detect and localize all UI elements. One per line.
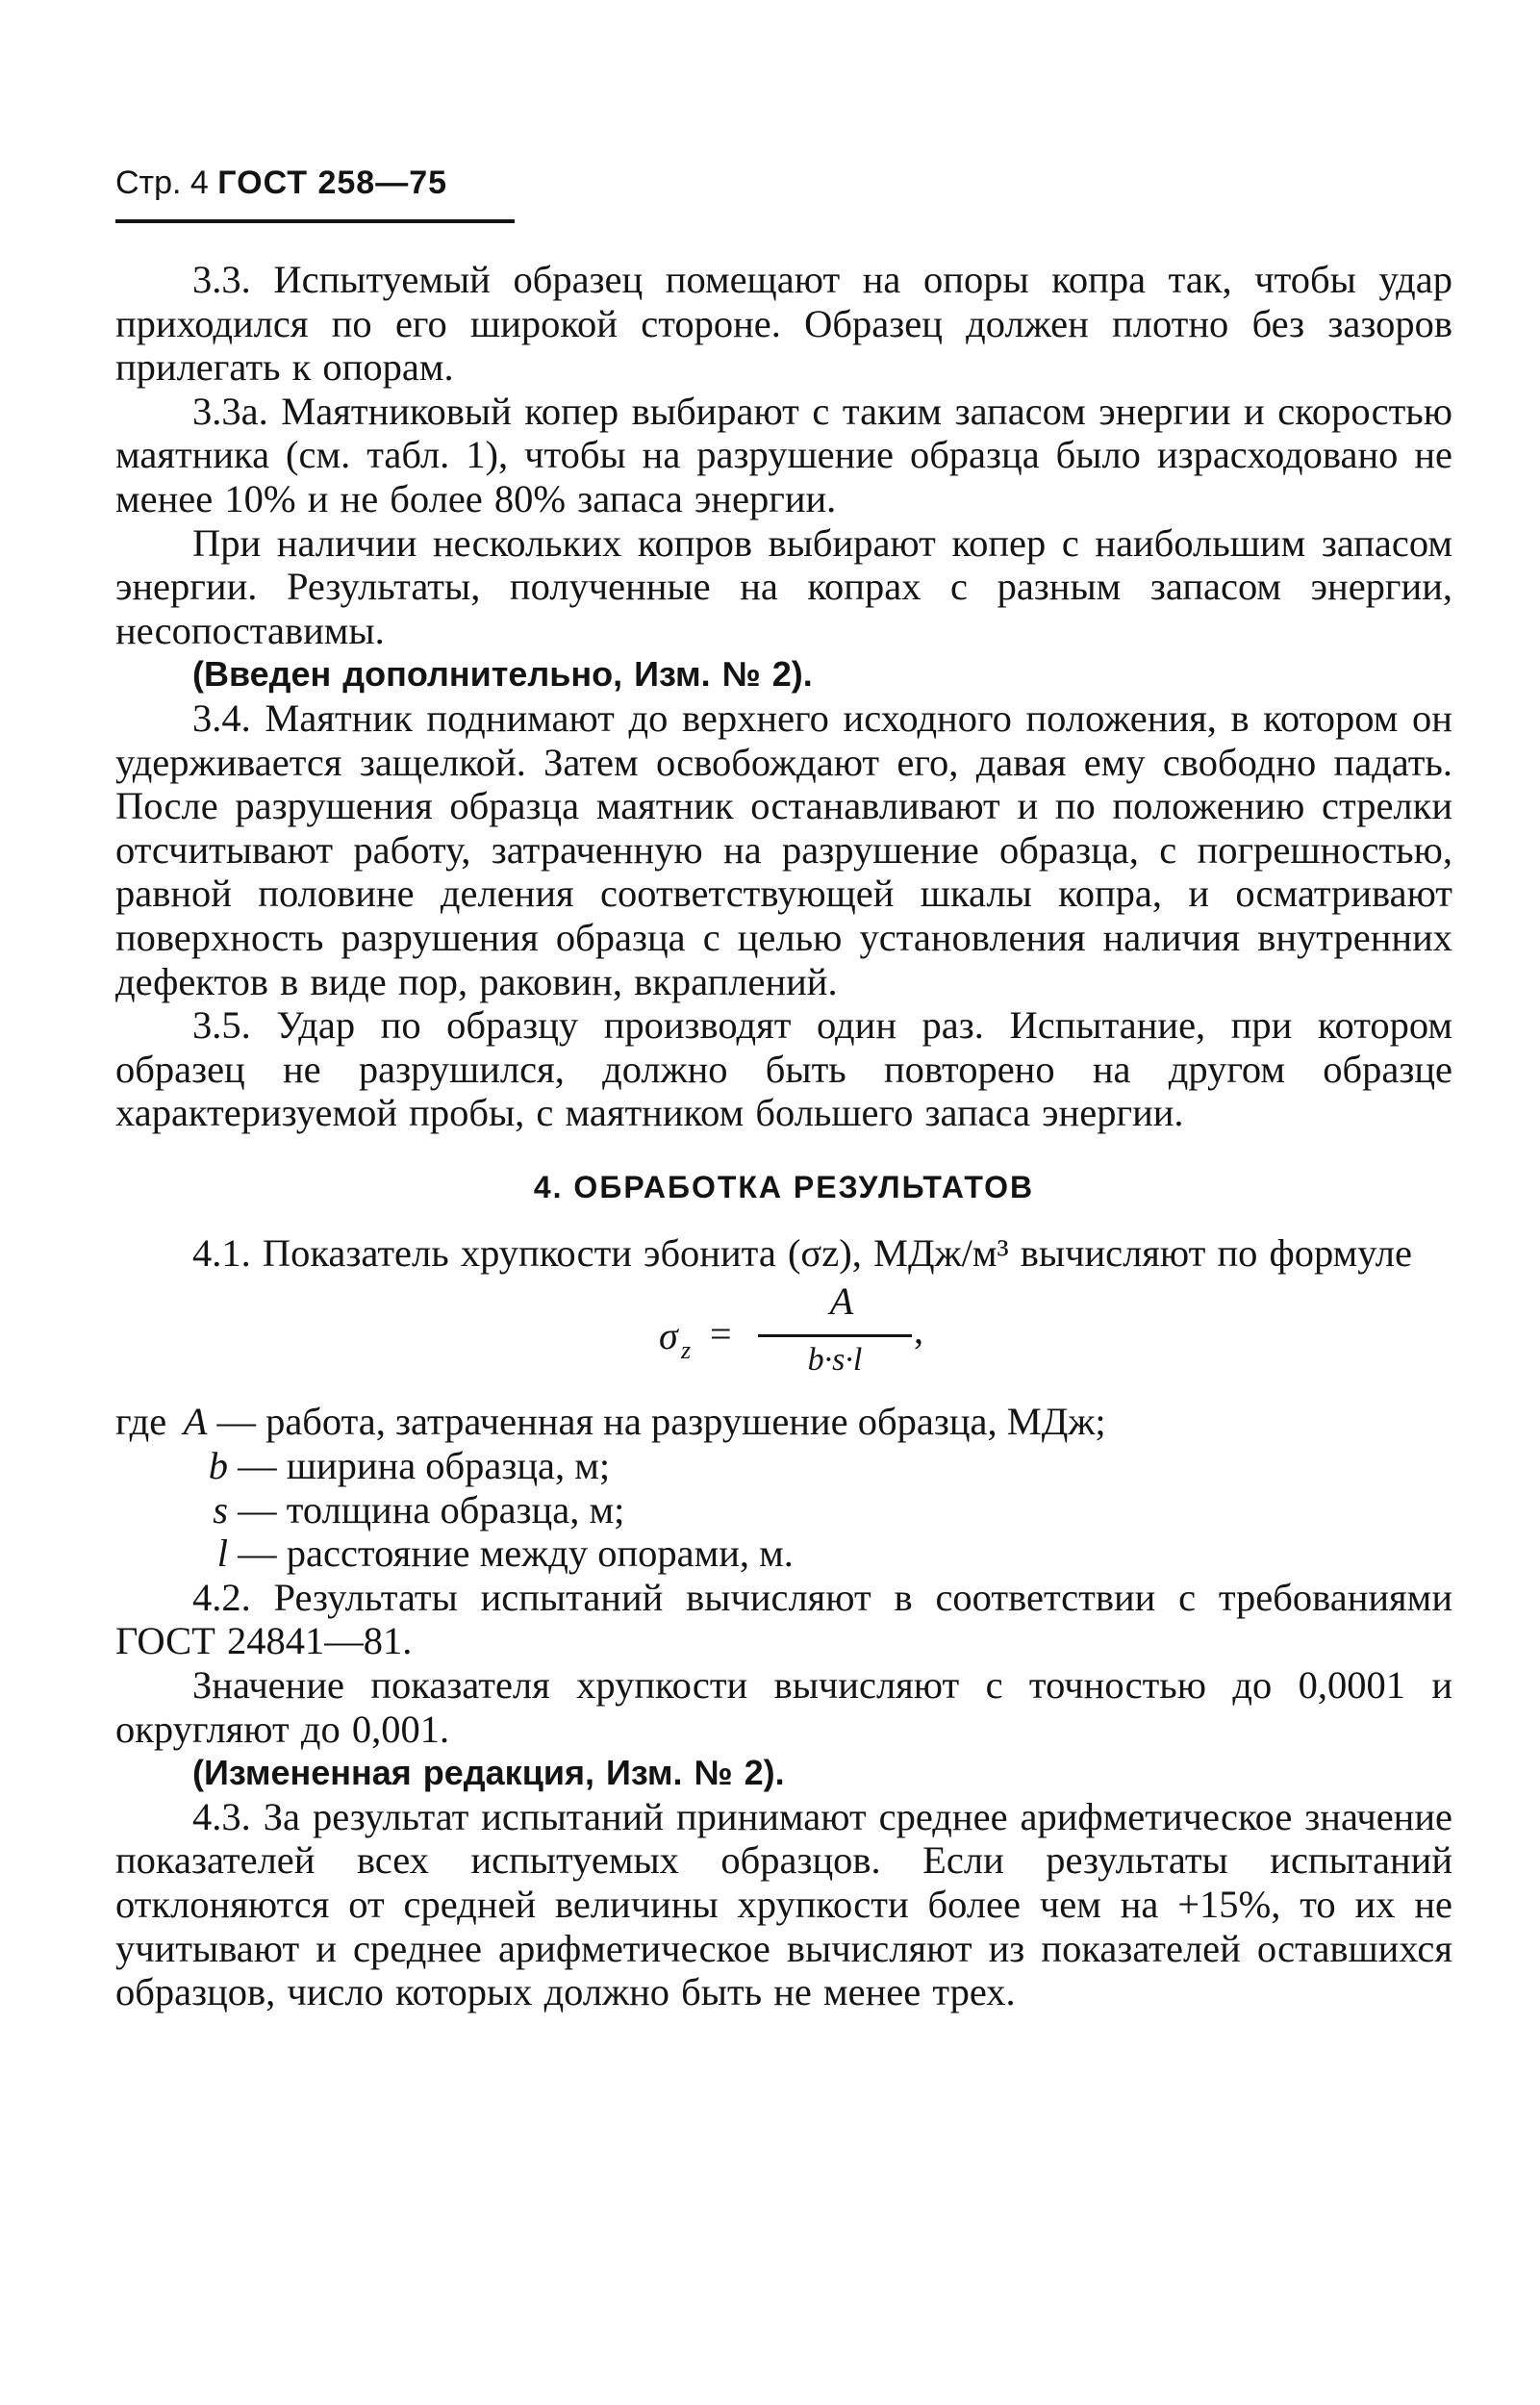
formula-denominator: b·s·l [807, 1342, 863, 1379]
formula-equals: = [710, 1312, 732, 1356]
paragraph-4-2-note: Значение показателя хрупкости вычисляют с точностью до 0,0001 и округляют до 0,001. [115, 1663, 1452, 1751]
definition-symbol: b [208, 1444, 228, 1488]
paragraph-3-5: 3.5. Удар по образцу производят один раз. Испытание, при котором образец не разрушился, должно быть повторено на другом образце характеризуемой пробы, с маятником большего запаса энергии. [115, 1003, 1452, 1135]
definition-symbol: A [183, 1400, 208, 1444]
section-4-title: 4. ОБРАБОТКА РЕЗУЛЬТАТОВ [533, 1169, 1035, 1204]
paragraph-3-3a-note: При наличии нескольких копров выбирают копер с наибольшим запасом энергии. Результаты, полученные на копрах с разным запасом энергии, несопоставимы. [115, 520, 1452, 652]
definition-lead: где [115, 1400, 167, 1444]
page-number: Стр. 4 [115, 165, 209, 201]
paragraph-4-1: 4.1. Показатель хрупкости эбонита (σz), МДж/м³ вычисляют по формуле [192, 1230, 1412, 1275]
document-page [115, 144, 1452, 2014]
fraction-bar [758, 1334, 912, 1337]
formula-comma: , [914, 1308, 923, 1353]
paragraph-3-3: 3.3. Испытуемый образец помещают на опоры копра так, чтобы удар приходился по его широкой стороне. Образец должен плотно без зазоров прилегать к опорам. [115, 258, 1452, 390]
formula-numerator: A [829, 1279, 854, 1324]
definition-text: — работа, затраченная на разрушение образца, МДж; [216, 1400, 1106, 1444]
standard-number: ГОСТ 258—75 [217, 165, 448, 201]
definition-text: — расстояние между опорами, м. [238, 1532, 794, 1576]
formula-definitions [115, 1400, 1452, 1575]
definition-text: — ширина образца, м; [238, 1444, 611, 1488]
paragraph-4-3: 4.3. За результат испытаний принимают среднее арифметическое значение показателей всех испытуемых образцов. Если результаты испытаний отклоняются от средней величины хрупкости более чем на +15%, то их не учитывают и среднее арифметическое вычисляют из показателей оставшихся образцов, число которых должно быть не менее трех. [115, 1794, 1452, 2014]
definition-symbol: s [213, 1487, 228, 1532]
definition-row [115, 1488, 1452, 1532]
paragraph-4-2: 4.2. Результаты испытаний вычисляют в соответствии с требованиями ГОСТ 24841—81. [115, 1575, 1452, 1663]
definition-text: — толщина образца, м; [238, 1487, 625, 1532]
definition-row [115, 1400, 1452, 1444]
brittleness-formula [115, 1278, 1452, 1394]
definition-row [115, 1532, 1452, 1576]
formula-lhs-subscript: z [681, 1336, 692, 1365]
paragraph-3-4: 3.4. Маятник поднимают до верхнего исходного положения, в котором он удерживается защелкой. Затем освобождают его, давая ему свободно падать. После разрушения образца маятник останавливают и по положению стрелки отсчитывают работу, затраченную на разрушение образца, с погрешностью, равной половине деления соответствующей шкалы копра, и осматривают поверхность разрушения образца с целью установления наличия внутренних дефектов в виде пор, раковин, вкраплений. [115, 696, 1452, 1003]
page-header [115, 164, 1452, 202]
header-rule [115, 219, 515, 223]
amendment-note-1: (Введен дополнительно, Изм. № 2). [192, 654, 813, 695]
definition-row [115, 1444, 1452, 1488]
definition-symbol: l [216, 1532, 228, 1576]
formula-lhs: σ [659, 1314, 678, 1358]
amendment-note-2: (Измененная редакция, Изм. № 2). [192, 1753, 785, 1793]
paragraph-3-3a: 3.3а. Маятниковый копер выбирают с таким запасом энергии и скоростью маятника (см. табл. 1), чтобы на разрушение образца было израсходовано не менее 10% и не более 80% запаса энергии. [115, 389, 1452, 520]
